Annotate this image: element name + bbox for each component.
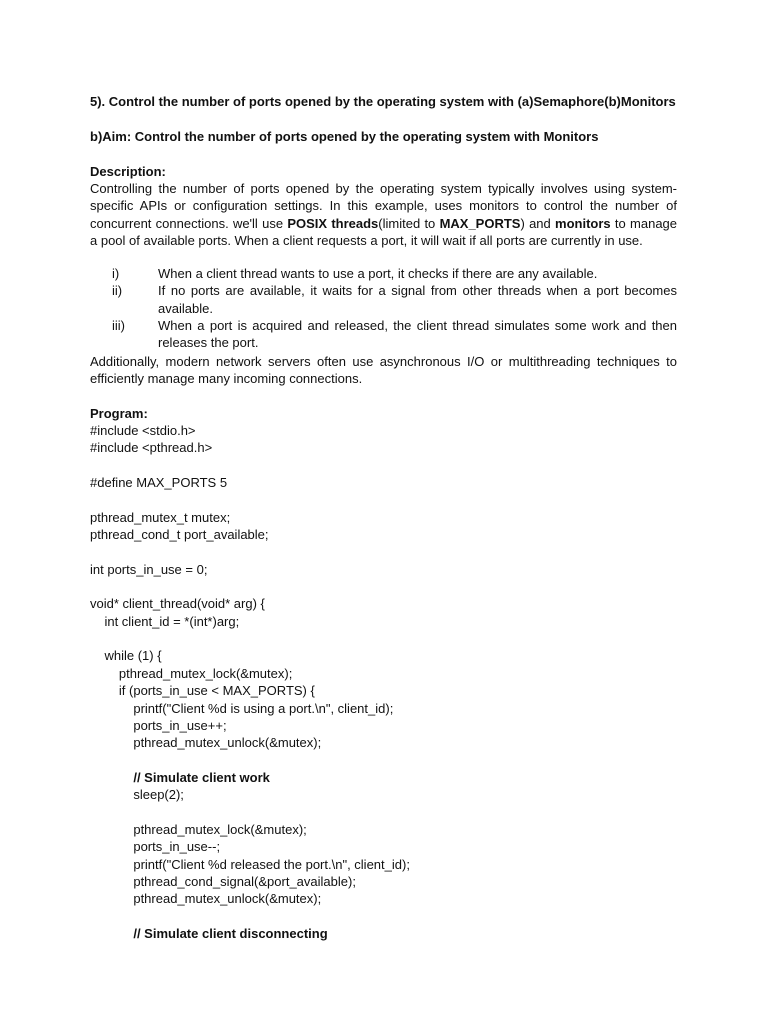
code-line: pthread_mutex_unlock(&mutex);	[133, 735, 322, 751]
list-number: i)	[112, 266, 120, 281]
description-text: Controlling the number of ports opened by the operating system typically involves using system-specific APIs or configuration settings. In this example, uses monitors to control the number of concurrent connections. we'll use	[90, 181, 677, 231]
code-line: #include <pthread.h>	[90, 440, 213, 456]
description-text: ) and	[520, 215, 556, 231]
code-line: #include <stdio.h>	[90, 423, 196, 438]
code-line: pthread_mutex_lock(&mutex);	[133, 821, 307, 837]
monitors-term: monitors	[555, 215, 611, 231]
list-number: iii)	[112, 317, 125, 333]
code-line: sleep(2);	[133, 787, 184, 803]
code-comment: // Simulate client disconnecting	[133, 925, 328, 941]
code-line: pthread_cond_t port_available;	[90, 527, 269, 543]
list-item	[90, 265, 677, 282]
code-line: ports_in_use--;	[133, 839, 221, 855]
description-text: (limited to	[378, 215, 440, 231]
code-line: int client_id = *(int*)arg;	[104, 613, 240, 629]
code-line: int ports_in_use = 0;	[90, 561, 208, 577]
max-ports-term: MAX_PORTS	[439, 215, 521, 231]
list-text: If no ports are available, it waits for a signal from other threads when a port becomes available.	[158, 283, 677, 316]
code-line: #define MAX_PORTS 5	[90, 475, 228, 491]
aim-heading: b)Aim: Control the number of ports opened by the operating system with Monitors	[90, 129, 599, 144]
code-block	[90, 422, 410, 942]
code-line: pthread_mutex_lock(&mutex);	[118, 665, 293, 681]
description-heading: Description:	[90, 164, 166, 179]
code-line: pthread_cond_signal(&port_available);	[133, 873, 356, 889]
posix-term: POSIX threads	[287, 215, 379, 231]
code-line: while (1) {	[104, 648, 162, 664]
code-line: printf("Client %d released the port.\n", client_id);	[133, 856, 410, 872]
code-comment: // Simulate client work	[133, 769, 270, 785]
code-line: pthread_mutex_unlock(&mutex);	[133, 891, 322, 907]
code-line: pthread_mutex_t mutex;	[90, 509, 231, 525]
steps-list	[90, 265, 677, 351]
list-item	[90, 282, 677, 317]
additional-paragraph: Additionally, modern network servers often use asynchronous I/O or multithreading techniques to efficiently manage many incoming connections.	[90, 354, 677, 387]
description-text: to manage a pool of available ports. When a client requests a port, it will wait if all ports are currently in use.	[90, 215, 678, 248]
list-text: When a client thread wants to use a port, it checks if there are any available.	[158, 266, 598, 281]
list-number: ii)	[112, 283, 123, 299]
list-text: When a port is acquired and released, the client thread simulates some work and then releases the port.	[158, 317, 677, 351]
description-paragraph	[90, 180, 677, 249]
program-heading: Program:	[90, 406, 148, 421]
code-line: printf("Client %d is using a port.\n", client_id);	[133, 700, 394, 716]
code-line: if (ports_in_use < MAX_PORTS) {	[118, 683, 315, 699]
list-item	[90, 317, 677, 352]
question-heading: 5). Control the number of ports opened by the operating system with (a)Semaphore(b)Monitors	[90, 94, 676, 109]
code-line: ports_in_use++;	[133, 717, 227, 733]
code-line: void* client_thread(void* arg) {	[90, 596, 265, 612]
